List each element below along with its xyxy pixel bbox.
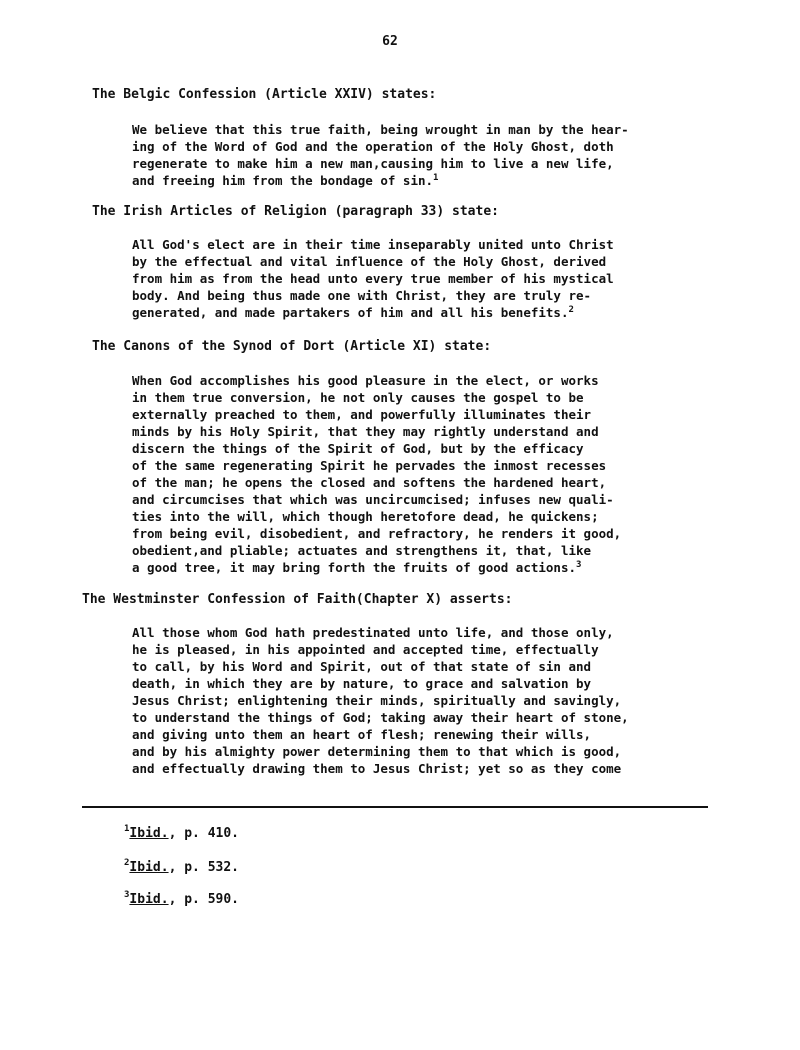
footnote-number: 3 xyxy=(124,890,130,900)
block-quote xyxy=(132,236,614,321)
quote-line: to call, by his Word and Spirit, out of that state of sin and xyxy=(132,659,592,674)
section-heading: The Canons of the Synod of Dort (Article XI) state: xyxy=(92,339,492,354)
quote-line: We believe that this true faith, being wrought in man by the hear- xyxy=(132,122,629,137)
quote-line: by the effectual and vital influence of the Holy Ghost, derived xyxy=(132,254,607,269)
block-quote xyxy=(132,121,629,189)
quote-line: regenerate to make him a new man,causing him to live a new life, xyxy=(132,156,614,171)
quote-line: obedient,and pliable; actuates and strengthens it, that, like xyxy=(132,543,592,558)
section-heading: The Belgic Confession (Article XXIV) states: xyxy=(92,87,437,102)
quote-line: he is pleased, in his appointed and accepted time, effectually xyxy=(132,642,599,657)
block-quote xyxy=(132,372,621,576)
footnote xyxy=(124,860,239,875)
footnote-divider xyxy=(82,806,708,808)
quote-line: When God accomplishes his good pleasure in the elect, or works xyxy=(132,373,599,388)
quote-line-last xyxy=(132,304,614,321)
footnote xyxy=(124,892,239,907)
section-heading: The Irish Articles of Religion (paragraph 33) state: xyxy=(92,204,499,219)
quote-line: ties into the will, which though heretofore dead, he quickens; xyxy=(132,509,599,524)
quote-line: Jesus Christ; enlightening their minds, spiritually and savingly, xyxy=(132,693,622,708)
quote-line: externally preached to them, and powerfully illuminates their xyxy=(132,407,592,422)
page-number: 62 xyxy=(382,34,398,49)
footnote xyxy=(124,826,239,841)
footnote-source: Ibid. xyxy=(129,892,169,907)
section-heading: The Westminster Confession of Faith(Chapter X) asserts: xyxy=(82,592,513,607)
quote-line: of the man; he opens the closed and softens the hardened heart, xyxy=(132,475,607,490)
quote-line: and giving unto them an heart of flesh; renewing their wills, xyxy=(132,727,592,742)
quote-line: and effectually drawing them to Jesus Christ; yet so as they come xyxy=(132,761,622,776)
quote-line: of the same regenerating Spirit he pervades the inmost recesses xyxy=(132,458,607,473)
quote-line-last xyxy=(132,172,629,189)
quote-line: and circumcises that which was uncircumcised; infuses new quali- xyxy=(132,492,614,507)
quote-line: death, in which they are by nature, to grace and salvation by xyxy=(132,676,592,691)
footnote-ref: 1 xyxy=(433,173,439,183)
footnote-page: , p. 590. xyxy=(168,892,240,907)
quote-line: to understand the things of God; taking away their heart of stone, xyxy=(132,710,629,725)
block-quote xyxy=(132,624,629,777)
quote-line-last xyxy=(132,559,621,576)
footnote-number: 2 xyxy=(124,858,130,868)
quote-line: All those whom God hath predestinated unto life, and those only, xyxy=(132,625,614,640)
quote-line: from him as from the head unto every true member of his mystical xyxy=(132,271,614,286)
footnote-page: , p. 532. xyxy=(168,860,240,875)
quote-line: ing of the Word of God and the operation of the Holy Ghost, doth xyxy=(132,139,614,154)
quote-line: discern the things of the Spirit of God, but by the efficacy xyxy=(132,441,584,456)
quote-text: and freeing him from the bondage of sin. xyxy=(132,173,434,188)
quote-text: a good tree, it may bring forth the fruits of good actions. xyxy=(132,560,577,575)
footnote-ref: 3 xyxy=(576,560,582,570)
quote-line: minds by his Holy Spirit, that they may rightly understand and xyxy=(132,424,599,439)
footnote-source: Ibid. xyxy=(129,860,169,875)
footnote-page: , p. 410. xyxy=(168,826,240,841)
footnote-number: 1 xyxy=(124,824,130,834)
footnote-ref: 2 xyxy=(568,305,574,315)
quote-line: in them true conversion, he not only causes the gospel to be xyxy=(132,390,584,405)
quote-line: from being evil, disobedient, and refractory, he renders it good, xyxy=(132,526,622,541)
quote-line: body. And being thus made one with Christ, they are truly re- xyxy=(132,288,592,303)
footnote-source: Ibid. xyxy=(129,826,169,841)
quote-line: and by his almighty power determining them to that which is good, xyxy=(132,744,622,759)
quote-line: All God's elect are in their time inseparably united unto Christ xyxy=(132,237,614,252)
quote-text: generated, and made partakers of him and all his benefits. xyxy=(132,305,569,320)
